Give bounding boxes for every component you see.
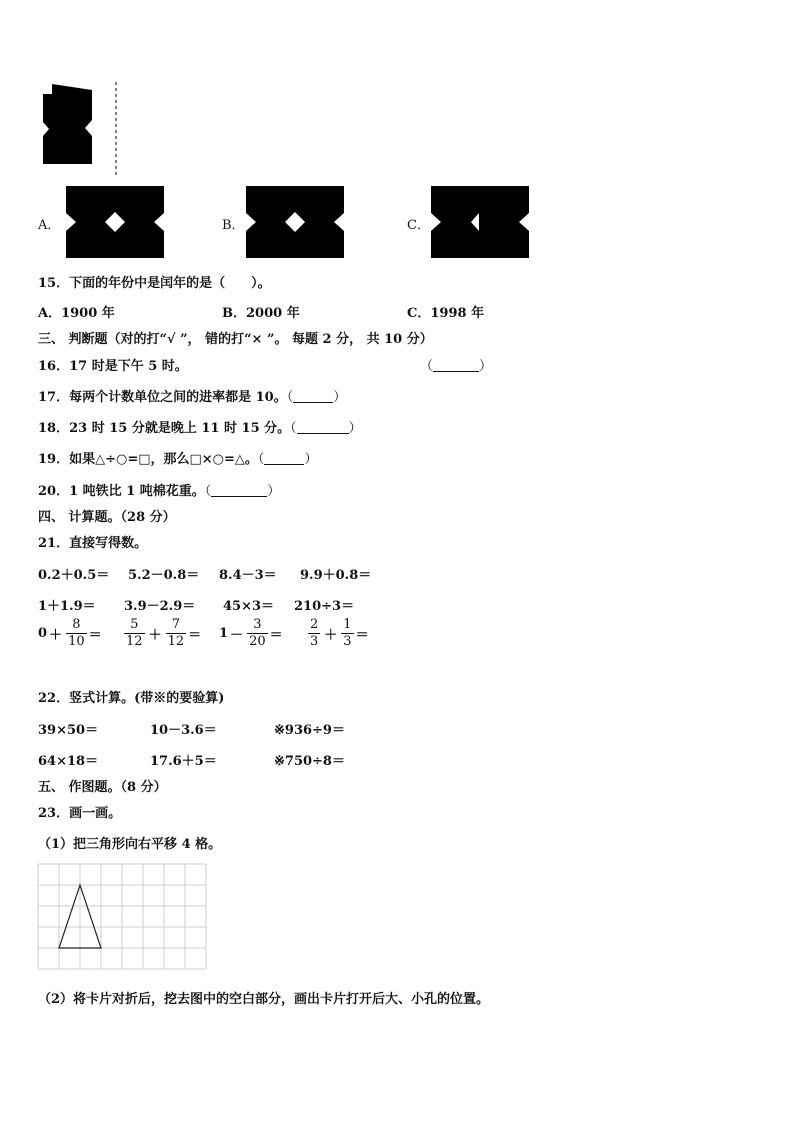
q15-option-b[interactable]: B．2000 年 [222, 306, 300, 321]
q17-text: 17．每两个计数单位之间的进率都是 10。 [38, 390, 287, 405]
fraction: $\frac{2}{3}$ [310, 617, 319, 649]
q21-r3-c2[interactable]: $\frac{5}{12}$ ＋ $\frac{7}{12}$ ＝ [126, 617, 202, 649]
option-a-card[interactable] [66, 186, 164, 258]
q21-r2-c3[interactable]: 45×3＝ [223, 599, 275, 614]
q22-title: 22．竖式计算。(带※的要验算) [38, 691, 225, 706]
q16-answer-blank[interactable]: （ ） [420, 359, 493, 374]
fraction: $\frac{7}{12}$ [167, 617, 185, 649]
section-5-title: 五、 作图题。（8 分） [38, 780, 167, 795]
option-b-card[interactable] [246, 186, 344, 258]
q18-text: 18．23 时 15 分就是晚上 11 时 15 分。 [38, 421, 291, 436]
q19 [38, 448, 317, 467]
q22-r1-c3[interactable]: ※936÷9＝ [274, 723, 345, 738]
q21-r2-c1[interactable]: 1＋1.9＝ [38, 599, 96, 614]
q20-answer-blank[interactable]: （ ） [204, 484, 281, 499]
section-4-title: 四、 计算题。（28 分） [38, 510, 176, 525]
q20 [38, 480, 280, 499]
section-3-title: 三、 判断题（对的打“√ ”， 错的打“× ”。 每题 2 分， 共 10 分） [38, 332, 433, 347]
fraction: $\frac{3}{20}$ [249, 617, 266, 649]
q21-title: 21．直接写得数。 [38, 536, 148, 551]
grid-lines [38, 864, 206, 969]
q18-answer-blank[interactable]: （ ） [290, 421, 362, 436]
q21-r3-c4[interactable]: $\frac{2}{3}$ ＋ $\frac{1}{3}$ ＝ [310, 617, 369, 649]
q15-question: 15．下面的年份中是闰年的是（ ）。 [38, 276, 271, 291]
q21-r3-c1[interactable]: 0 ＋ $\frac{8}{10}$ ＝ [38, 617, 102, 649]
folded-card-figure [40, 82, 130, 178]
q21-r3-c3[interactable]: 1 － $\frac{3}{20}$ ＝ [219, 617, 283, 649]
fraction: $\frac{1}{3}$ [343, 617, 352, 649]
q18 [38, 417, 362, 436]
q21-r1-c4[interactable]: 9.9＋0.8＝ [300, 568, 372, 583]
q20-text: 20．1 吨铁比 1 吨棉花重。 [38, 484, 205, 499]
q21-r1-c3[interactable]: 8.4－3＝ [219, 568, 277, 583]
option-c-label[interactable]: C． [407, 218, 430, 233]
fraction: $\frac{5}{12}$ [126, 617, 143, 649]
q23-title: 23．画一画。 [38, 806, 122, 821]
q22-r2-c1[interactable]: 64×18＝ [38, 754, 99, 769]
q19-text: 19．如果△÷○=□，那么□×○=△。 [38, 452, 258, 467]
q16-text: 16．17 时是下午 5 时。 [38, 359, 188, 374]
q22-r2-c2[interactable]: 17.6＋5＝ [150, 754, 217, 769]
q23-sub1: （1）把三角形向右平移 4 格。 [38, 837, 222, 852]
q17 [38, 386, 346, 405]
option-b-label[interactable]: B． [222, 218, 245, 233]
q22-r1-c1[interactable]: 39×50＝ [38, 723, 99, 738]
q21-r2-c2[interactable]: 3.9－2.9＝ [124, 599, 196, 614]
q15-option-a[interactable]: A．1900 年 [38, 306, 115, 321]
q21-r1-c1[interactable]: 0.2＋0.5＝ [38, 568, 110, 583]
q22-r2-c3[interactable]: ※750÷8＝ [274, 754, 345, 769]
folded-card-shape [43, 84, 92, 164]
translation-grid[interactable] [38, 864, 208, 972]
fraction: $\frac{8}{10}$ [68, 617, 85, 649]
q19-answer-blank[interactable]: （ ） [257, 452, 318, 467]
q21-r2-c4[interactable]: 210÷3＝ [294, 599, 355, 614]
option-c-card[interactable] [431, 186, 529, 258]
card-body [431, 186, 529, 258]
q22-r1-c2[interactable]: 10－3.6＝ [150, 723, 217, 738]
option-a-label[interactable]: A． [38, 218, 61, 233]
q17-answer-blank[interactable]: （ ） [286, 390, 347, 405]
q21-r1-c2[interactable]: 5.2－0.8＝ [128, 568, 200, 583]
q15-option-c[interactable]: C．1998 年 [407, 306, 485, 321]
q23-sub2: （2）将卡片对折后，挖去图中的空白部分，画出卡片打开后大、小孔的位置。 [38, 992, 490, 1007]
